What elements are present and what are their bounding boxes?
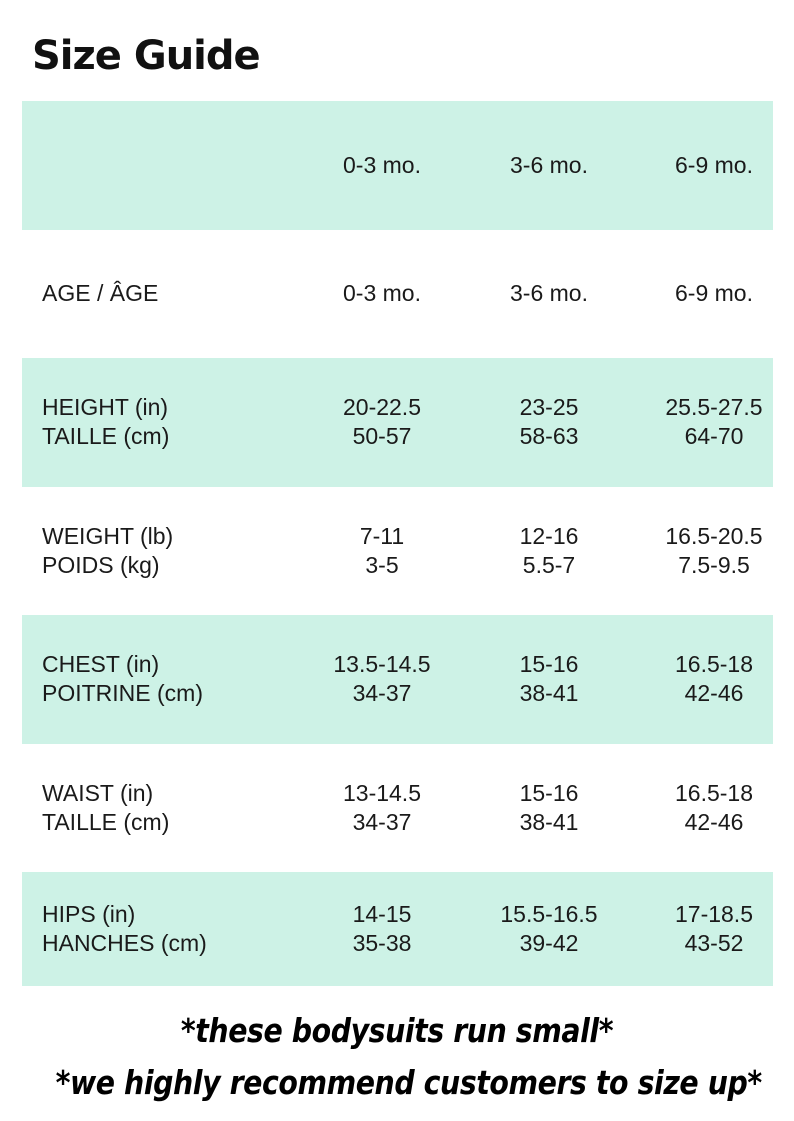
row-label-line: HANCHES (cm) [42, 930, 207, 956]
cell-value: 39-42 [519, 930, 579, 956]
footnotes [55, 1005, 762, 1109]
cell-value: 15-16 [519, 651, 579, 678]
cell-value: 15-16 [519, 779, 579, 806]
cell-value: 34-37 [352, 680, 412, 707]
row-label [42, 487, 332, 616]
row-label-line: HEIGHT (in) [42, 394, 169, 421]
table-cell [479, 358, 619, 487]
row-label-line: CHEST (in) [42, 651, 160, 678]
column-header-3-6-mo: 3-6 mo. [510, 151, 588, 178]
cell-value: 42-46 [684, 808, 744, 835]
note-size-up: *we highly recommend customers to size up* [55, 1063, 762, 1102]
cell-value: 7-11 [359, 522, 405, 549]
cell-value: 16.5-18 [674, 651, 753, 678]
cell-value: 58-63 [519, 423, 579, 450]
cell-value: 42-46 [684, 680, 744, 707]
note-runs-small: *these bodysuits run small* [180, 1011, 614, 1050]
row-label-line: TAILLE (cm) [42, 808, 170, 835]
cell-value: 13.5-14.5 [333, 651, 431, 678]
cell-value: 38-41 [519, 808, 579, 835]
table-cell [644, 358, 784, 487]
size-table [22, 101, 773, 986]
header-label-cell [42, 101, 332, 230]
cell-value: 5.5-7 [522, 551, 576, 578]
cell-value: 50-57 [352, 423, 412, 450]
row-label-line: WEIGHT (lb) [42, 522, 174, 549]
row-label [42, 358, 332, 487]
row-label [42, 872, 332, 986]
cell-value: 23-25 [519, 394, 579, 421]
table-cell [644, 487, 784, 616]
page-title: Size Guide [32, 33, 260, 79]
table-cell [312, 230, 452, 359]
cell-value: 15.5-16.5 [500, 901, 598, 927]
cell-value: 0-3 mo. [343, 280, 421, 307]
table-cell [479, 230, 619, 359]
table-cell [644, 744, 784, 873]
row-label-line: POITRINE (cm) [42, 680, 203, 707]
cell-value: 34-37 [352, 808, 412, 835]
cell-value: 20-22.5 [342, 394, 421, 421]
cell-value: 6-9 mo. [675, 280, 753, 307]
cell-value: 3-5 [365, 551, 399, 578]
row-label-line: HIPS (in) [42, 901, 136, 927]
cell-value: 35-38 [352, 930, 412, 956]
row-label [42, 230, 332, 359]
cell-value: 38-41 [519, 680, 579, 707]
cell-value: 43-52 [684, 930, 744, 956]
table-cell [644, 872, 784, 986]
table-cell [312, 615, 452, 744]
row-label [42, 744, 332, 873]
table-cell [479, 744, 619, 873]
column-header-6-9-mo: 6-9 mo. [675, 151, 753, 178]
cell-value: 14-15 [352, 901, 412, 927]
cell-value: 12-16 [519, 522, 579, 549]
table-row-height [22, 358, 773, 487]
table-header-row [22, 101, 773, 230]
cell-value: 7.5-9.5 [678, 551, 750, 578]
row-label-line: WAIST (in) [42, 779, 154, 806]
cell-value: 64-70 [684, 423, 744, 450]
table-cell [312, 744, 452, 873]
table-row-chest [22, 615, 773, 744]
table-row-age [22, 230, 773, 359]
cell-value: 3-6 mo. [510, 280, 588, 307]
table-row-weight [22, 487, 773, 616]
table-row-waist [22, 744, 773, 873]
table-cell [312, 358, 452, 487]
table-cell [479, 487, 619, 616]
table-cell [644, 615, 784, 744]
cell-value: 16.5-18 [674, 779, 753, 806]
row-label-line: POIDS (kg) [42, 551, 160, 578]
cell-value: 25.5-27.5 [665, 394, 763, 421]
row-label-line: AGE / ÂGE [42, 280, 159, 307]
table-cell [479, 615, 619, 744]
cell-value: 17-18.5 [674, 901, 753, 927]
table-cell [479, 872, 619, 986]
row-label-line: TAILLE (cm) [42, 423, 170, 450]
cell-value: 16.5-20.5 [665, 522, 763, 549]
table-cell [644, 230, 784, 359]
column-header-0-3-mo: 0-3 mo. [343, 151, 421, 178]
cell-value: 13-14.5 [342, 779, 421, 806]
table-cell [312, 487, 452, 616]
table-row-hips [22, 872, 773, 986]
row-label [42, 615, 332, 744]
table-cell [312, 872, 452, 986]
